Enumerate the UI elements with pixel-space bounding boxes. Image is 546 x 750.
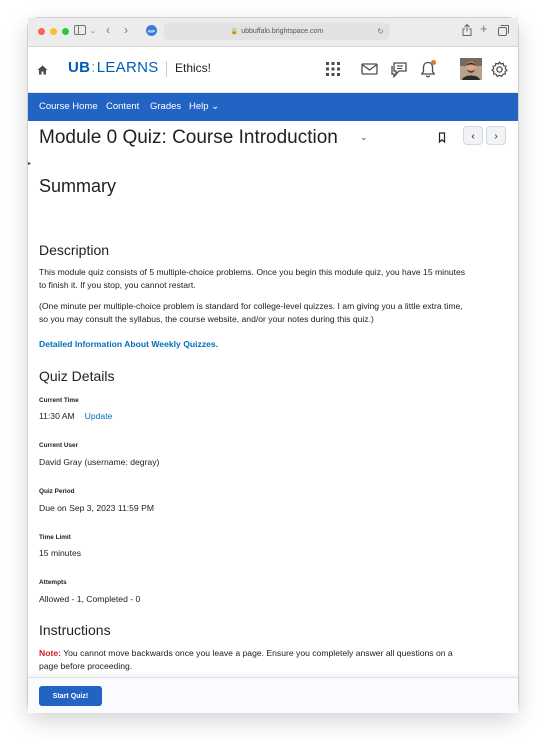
nav-content[interactable]: Content bbox=[106, 101, 140, 112]
start-quiz-button[interactable]: Start Quiz! bbox=[39, 686, 102, 706]
current-time-row bbox=[39, 411, 112, 421]
mail-icon[interactable] bbox=[361, 61, 379, 79]
summary-heading: Summary bbox=[39, 176, 117, 196]
time-limit-label: Time Limit bbox=[39, 534, 71, 541]
current-user-label: Current User bbox=[39, 442, 79, 449]
text-line: so you may consult the syllabus, the course website, and/or your notes during this quiz.) bbox=[39, 314, 374, 324]
new-tab-icon[interactable]: + bbox=[480, 21, 488, 36]
note-label: Note: bbox=[39, 648, 61, 658]
home-icon[interactable] bbox=[37, 62, 48, 80]
main-content bbox=[28, 120, 518, 677]
current-time-label: Current Time bbox=[39, 397, 79, 404]
attempts-label: Attempts bbox=[39, 579, 67, 586]
site-header bbox=[28, 47, 518, 93]
minimize-window-button[interactable] bbox=[50, 28, 57, 35]
reload-icon[interactable]: ↻ bbox=[377, 27, 384, 36]
quiz-footer bbox=[28, 677, 518, 713]
tab-overview-icon[interactable] bbox=[498, 25, 509, 41]
sidebar-toggle-icon[interactable] bbox=[74, 25, 86, 40]
description-paragraph-1 bbox=[39, 266, 509, 292]
nav-course-home[interactable]: Course Home bbox=[39, 101, 98, 112]
next-topic-button[interactable]: › bbox=[486, 126, 506, 145]
nav-grades[interactable]: Grades bbox=[150, 101, 182, 112]
lock-icon: 🔒 bbox=[230, 29, 239, 35]
logo-colon: : bbox=[91, 59, 96, 76]
maximize-window-button[interactable] bbox=[62, 28, 69, 35]
notification-badge bbox=[431, 60, 436, 65]
course-name[interactable]: Ethics! bbox=[175, 61, 212, 75]
address-bar[interactable] bbox=[164, 23, 390, 40]
description-paragraph-2 bbox=[39, 300, 509, 326]
browser-toolbar bbox=[28, 18, 518, 47]
close-window-button[interactable] bbox=[38, 28, 45, 35]
text-line: page before proceeding. bbox=[39, 661, 133, 671]
chevron-down-icon[interactable]: ⌄ bbox=[90, 28, 96, 35]
quiz-period-value: Due on Sep 3, 2023 11:59 PM bbox=[39, 503, 154, 513]
quiz-menu-chevron-icon[interactable]: ⌄ bbox=[360, 132, 368, 142]
chat-bubbles-icon[interactable] bbox=[390, 61, 408, 79]
description-heading: Description bbox=[39, 242, 110, 258]
logo-learns: LEARNS bbox=[96, 59, 159, 76]
previous-topic-button[interactable]: ‹ bbox=[463, 126, 483, 145]
forward-arrow-icon[interactable]: › bbox=[124, 23, 128, 37]
logo-divider bbox=[166, 61, 167, 77]
course-navbar bbox=[28, 93, 518, 121]
logo-ub: UB bbox=[68, 59, 91, 76]
weekly-quizzes-link[interactable]: Detailed Information About Weekly Quizzes. bbox=[39, 339, 219, 349]
time-limit-value: 15 minutes bbox=[39, 548, 82, 558]
course-selector-grid-icon[interactable] bbox=[325, 61, 343, 79]
text-line: to finish it. If you stop, you cannot restart. bbox=[39, 280, 196, 290]
current-time-value: 11:30 AM bbox=[39, 411, 75, 421]
text-line bbox=[39, 647, 509, 660]
svg-text:ABP: ABP bbox=[147, 29, 156, 34]
instructions-heading: Instructions bbox=[39, 622, 111, 638]
note-text: You cannot move backwards once you leave a page. Ensure you completely answer all questions on a bbox=[60, 648, 453, 658]
attempts-value: Allowed - 1, Completed - 0 bbox=[39, 594, 141, 604]
instructions-paragraph-1 bbox=[39, 647, 509, 673]
browser-window bbox=[28, 18, 518, 712]
current-user-value: David Gray (username: degray) bbox=[39, 457, 160, 467]
quiz-period-label: Quiz Period bbox=[39, 488, 75, 495]
text-line: (One minute per multiple-choice problem is standard for college-level quizzes. I am giving you a little extra time, bbox=[39, 301, 463, 311]
window-controls bbox=[38, 28, 69, 35]
quiz-details-heading: Quiz Details bbox=[39, 368, 115, 384]
share-icon[interactable] bbox=[462, 24, 472, 41]
page-title: Module 0 Quiz: Course Introduction bbox=[39, 127, 338, 148]
back-arrow-icon[interactable]: ‹ bbox=[106, 23, 110, 37]
gear-icon[interactable] bbox=[491, 61, 509, 79]
text-line: This module quiz consists of 5 multiple-choice problems. Once you begin this module quiz, you have 15 minutes bbox=[39, 267, 466, 277]
ub-learns-logo[interactable] bbox=[68, 59, 159, 76]
update-time-link[interactable]: Update bbox=[84, 411, 113, 421]
bookmark-icon[interactable] bbox=[438, 130, 446, 148]
weekly-quizzes-paragraph bbox=[39, 338, 509, 351]
nav-help[interactable]: Help ⌄ bbox=[189, 101, 220, 112]
url-text: ubbuffalo.brightspace.com bbox=[241, 28, 324, 35]
user-avatar[interactable] bbox=[460, 58, 482, 80]
side-panel-arrow-icon[interactable]: ▸ bbox=[28, 161, 32, 167]
adblock-extension-icon[interactable] bbox=[146, 25, 157, 41]
